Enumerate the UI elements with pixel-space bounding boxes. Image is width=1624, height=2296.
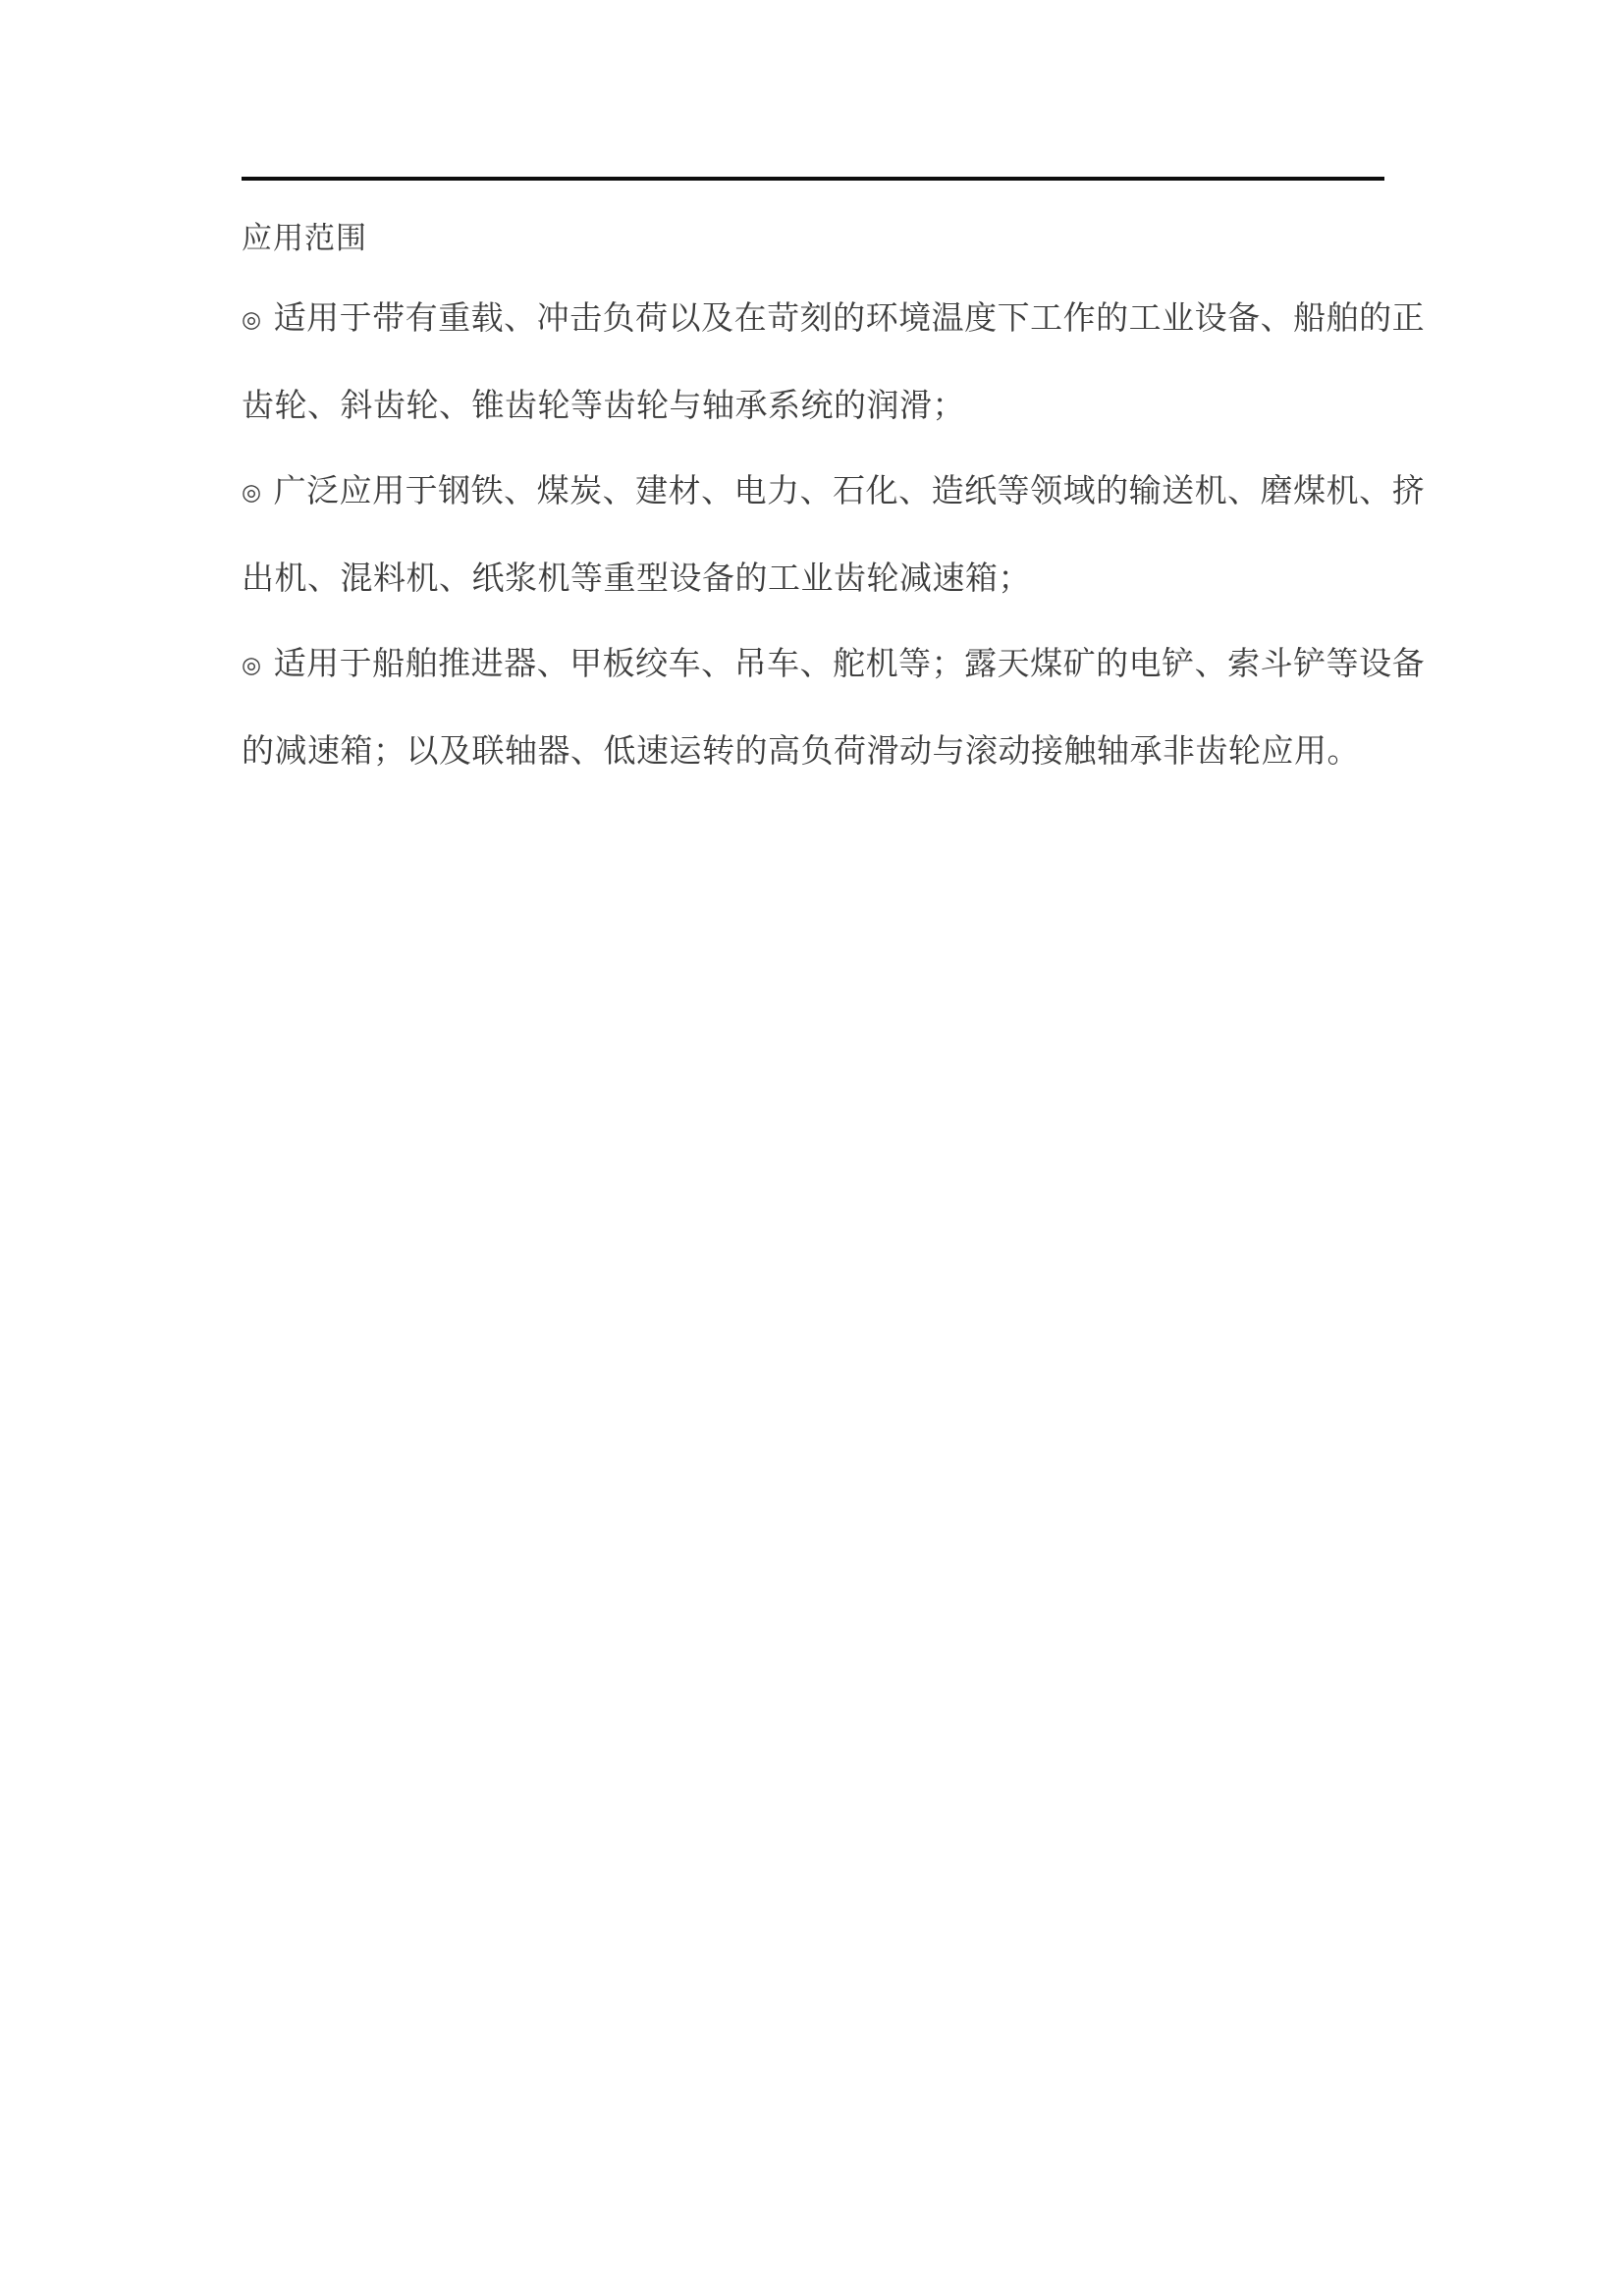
bullet-paragraph [242,448,1426,620]
text-line [242,362,1386,448]
text-line-content: 出机、混料机、纸浆机等重型设备的工业齿轮减速箱； [242,560,1031,596]
text-line-content: 的减速箱；以及联轴器、低速运转的高负荷滑动与滚动接触轴承非齿轮应用。 [242,732,1360,769]
section-heading: 应用范围 [242,221,367,255]
text-line [242,535,1386,620]
text-line-content: 齿轮、斜齿轮、锥齿轮等齿轮与轴承系统的润滑； [242,387,965,423]
bullet-paragraph [242,275,1426,448]
top-divider-rule [242,177,1384,181]
text-line [242,275,1426,362]
document-body [242,275,1426,793]
text-line-content: 适用于带有重载、冲击负荷以及在苛刻的环境温度下工作的工业设备、船舶的正 [273,299,1426,336]
text-line [242,708,1386,793]
text-line-content: 广泛应用于钢铁、煤炭、建材、电力、石化、造纸等领域的输送机、磨煤机、挤 [273,472,1426,508]
text-line [242,620,1426,708]
bullet-paragraph [242,620,1426,793]
bullet-icon: ◎ [242,479,262,505]
text-line [242,448,1426,535]
bullet-icon: ◎ [242,306,262,332]
bullet-icon: ◎ [242,652,262,677]
text-line-content: 适用于船舶推进器、甲板绞车、吊车、舵机等；露天煤矿的电铲、索斗铲等设备 [273,645,1426,681]
